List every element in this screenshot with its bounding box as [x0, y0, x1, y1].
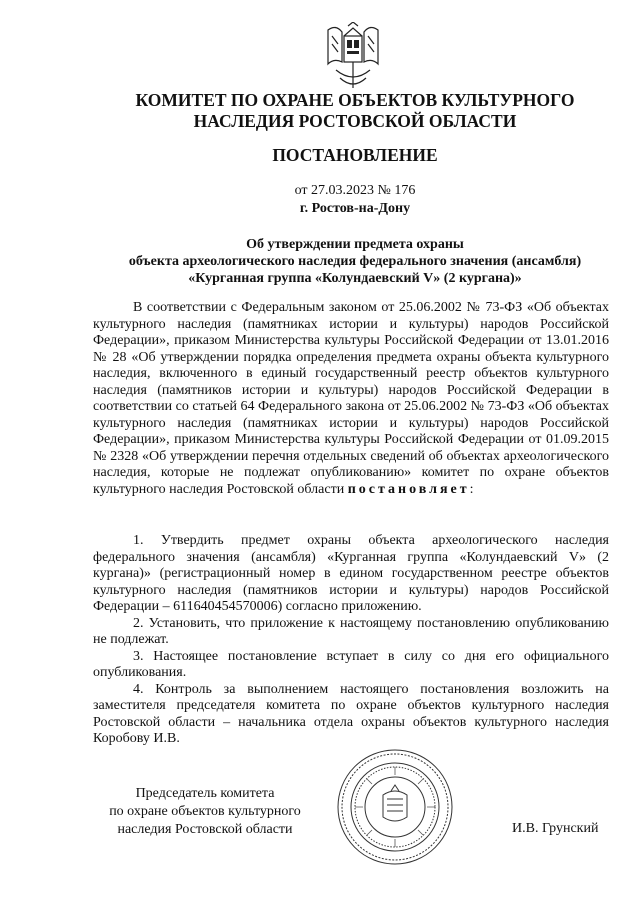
document-date-number: от 27.03.2023 № 176	[294, 183, 416, 198]
document-type: ПОСТАНОВЛЕНИЕ	[272, 145, 438, 165]
subject-line: Об утверждении предмета охраны	[246, 237, 464, 252]
preamble-text: В соответствии с Федеральным законом от 25.06.2002 № 73-ФЗ «Об объектах культурного наследия (памятниках истории и культуры) народов Российской Федерации», приказом Министерства культуры Российской Федерации от 13.01.2016 № 28 «Об утверждении порядка определения предмета охраны объекта культурного наследия, включенного в единый государственный реестр объектов культурного наследия (памятников истории и культуры) народов Российской Федерации в соответствии со статьей 64 Федерального закона от 25.06.2002 № 73-ФЗ «Об объектах культурного наследия (памятниках истории и культуры) народов Российской Федерации», приказом Министерства культуры Российской Федерации от 01.09.2015 № 2328 «Об утверждении перечня отдельных сведений об объектах археологического наследия, которые не подлежат опубликованию» комитет по охране объектов культурного наследия Ростовской области	[93, 300, 609, 497]
decree-items	[93, 533, 609, 748]
position-line: Председатель комитета	[135, 786, 275, 801]
signatory-name: И.В. Грунский	[512, 821, 599, 836]
signatory-position	[95, 785, 315, 839]
org-line: КОМИТЕТ ПО ОХРАНЕ ОБЪЕКТОВ КУЛЬТУРНОГО	[135, 90, 575, 110]
org-line: НАСЛЕДИЯ РОСТОВСКОЙ ОБЛАСТИ	[193, 111, 517, 131]
decree-word: постановляет	[347, 481, 470, 497]
position-line: по охране объектов культурного	[109, 804, 301, 819]
preamble-colon: :	[469, 481, 474, 497]
decree-item: 2. Установить, что приложение к настоящему постановлению опубликованию не подлежат.	[93, 615, 609, 647]
official-seal-icon	[335, 747, 455, 867]
subject-line: «Курганная группа «Колундаевский V» (2 кургана)»	[188, 271, 522, 286]
subject-line: объекта археологического наследия федерального значения (ансамбля)	[128, 254, 582, 269]
position-line: наследия Ростовской области	[117, 822, 293, 837]
document-city: г. Ростов-на-Дону	[299, 201, 411, 216]
organization-name	[95, 90, 615, 132]
coat-of-arms-icon	[322, 22, 384, 92]
document-subject	[95, 236, 615, 287]
decree-item: 4. Контроль за выполнением настоящего постановления возложить на заместителя председателя комитета по охране объектов культурного наследия Ростовской области – начальника отдела охраны объектов культурного наследия Коробову И.В.	[93, 681, 609, 746]
preamble-paragraph	[93, 300, 609, 498]
decree-item: 1. Утвердить предмет охраны объекта археологического наследия федерального значения (ансамбля) «Курганная группа «Колундаевский V» (2 кургана)» (регистрационный номер в едином государственном реестре объектов культурного наследия (памятников истории и культуры) народов Российской Федерации – 611640454570006) согласно приложению.	[93, 533, 609, 614]
decree-item: 3. Настоящее постановление вступает в силу со дня его официального опубликования.	[93, 648, 609, 680]
